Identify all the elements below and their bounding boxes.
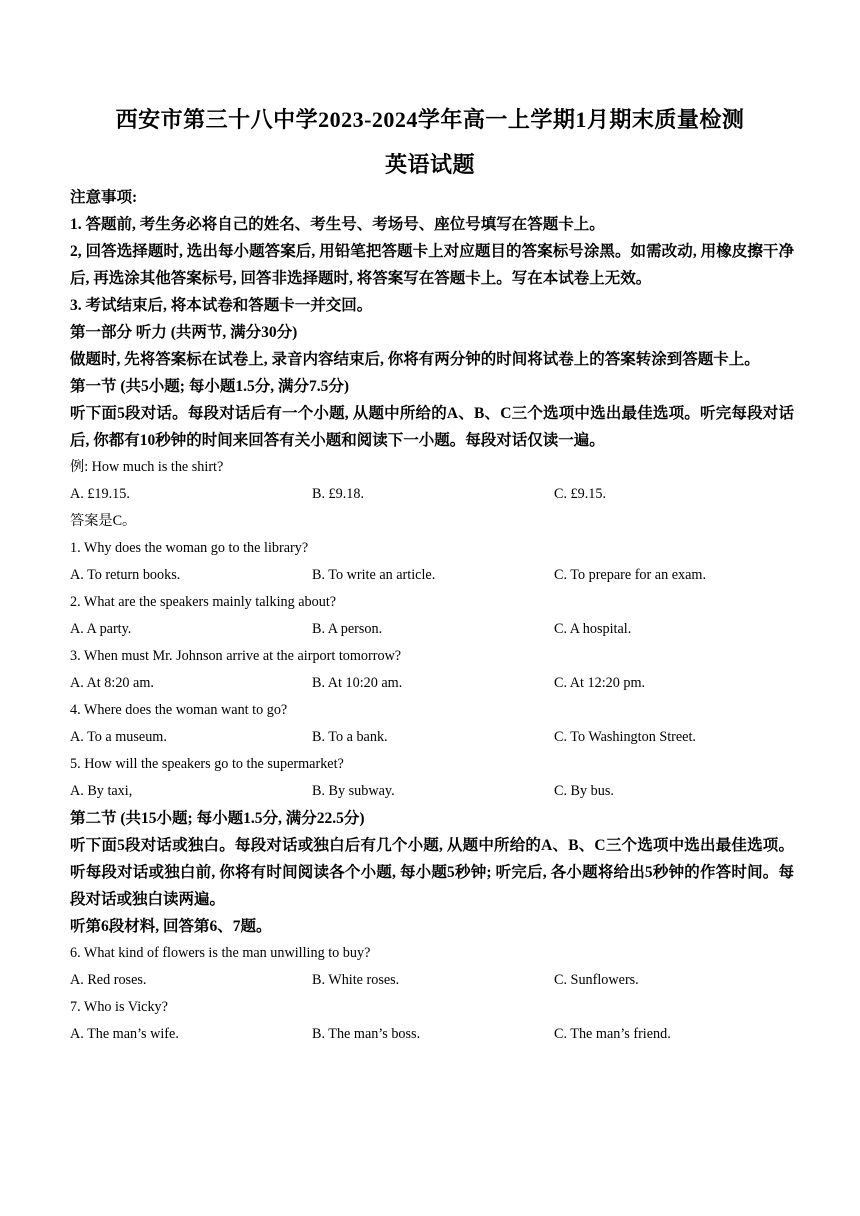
option-b: B. A person. xyxy=(312,621,383,637)
option-c: C. By bus. xyxy=(554,783,614,799)
option-b: B. White roses. xyxy=(312,972,400,988)
part1-intro: 做题时, 先将答案标在试卷上, 录音内容结束后, 你将有两分钟的时间将试卷上的答案转涂到答题卡上。 xyxy=(70,351,760,368)
example-question: 例: How much is the shirt? xyxy=(70,459,224,475)
option-c: C. A hospital. xyxy=(554,621,632,637)
option-b: B. To write an article. xyxy=(312,567,436,583)
question-options xyxy=(70,778,794,805)
option-a: A. By taxi, xyxy=(70,783,133,799)
example-options xyxy=(70,481,794,508)
option-c: C. At 12:20 pm. xyxy=(554,675,646,691)
question: 1. Why does the woman go to the library? xyxy=(70,540,309,556)
question-options xyxy=(70,724,794,751)
part1-heading: 第一部分 听力 (共两节, 满分30分) xyxy=(70,324,298,341)
option-a: A. Red roses. xyxy=(70,972,147,988)
option-b: B. The man’s boss. xyxy=(312,1026,421,1042)
question: 7. Who is Vicky? xyxy=(70,999,168,1015)
example-answer: 答案是C。 xyxy=(70,513,137,529)
option-a: A. A party. xyxy=(70,621,132,637)
option-b: B. To a bank. xyxy=(312,729,388,745)
question: 2. What are the speakers mainly talking about? xyxy=(70,594,337,610)
question: 6. What kind of flowers is the man unwilling to buy? xyxy=(70,945,371,961)
option-b: B. £9.18. xyxy=(312,486,365,502)
option-c: C. To Washington Street. xyxy=(554,729,696,745)
note-item: 1. 答题前, 考生务必将自己的姓名、考生号、考场号、座位号填写在答题卡上。 xyxy=(70,216,605,233)
question: 4. Where does the woman want to go? xyxy=(70,702,288,718)
material6-heading: 听第6段材料, 回答第6、7题。 xyxy=(70,918,272,935)
question: 5. How will the speakers go to the supermarket? xyxy=(70,756,344,772)
option-a: A. To return books. xyxy=(70,567,181,583)
question-options xyxy=(70,616,794,643)
option-c: C. The man’s friend. xyxy=(554,1026,671,1042)
option-c: C. To prepare for an exam. xyxy=(554,567,706,583)
question-options xyxy=(70,562,794,589)
option-c: C. £9.15. xyxy=(554,486,607,502)
section1-intro: 听下面5段对话。每段对话后有一个小题, 从题中所给的A、B、C三个选项中选出最佳选项。听完每段对话后, 你都有10秒钟的时间来回答有关小题和阅读下一小题。每段对话仅读一遍。 xyxy=(70,405,794,449)
section1-heading: 第一节 (共5小题; 每小题1.5分, 满分7.5分) xyxy=(70,378,349,395)
exam-content xyxy=(70,184,794,1048)
question-options xyxy=(70,1021,794,1048)
option-a: A. £19.15. xyxy=(70,486,130,502)
option-a: A. The man’s wife. xyxy=(70,1026,179,1042)
question-options xyxy=(70,967,794,994)
section2-intro: 听下面5段对话或独白。每段对话或独白后有几个小题, 从题中所给的A、B、C三个选项中选出最佳选项。听每段对话或独白前, 你将有时间阅读各个小题, 每小题5秒钟; 听完后, 各小题将给出5秒钟的作答时间。每段对话或独白读两遍。 xyxy=(70,837,794,908)
option-b: B. At 10:20 am. xyxy=(312,675,403,691)
notes-heading: 注意事项: xyxy=(70,189,138,206)
section2-heading: 第二节 (共15小题; 每小题1.5分, 满分22.5分) xyxy=(70,810,365,827)
note-item: 3. 考试结束后, 将本试卷和答题卡一并交回。 xyxy=(70,297,373,314)
option-a: A. To a museum. xyxy=(70,729,167,745)
option-a: A. At 8:20 am. xyxy=(70,675,154,691)
exam-title: 西安市第三十八中学2023-2024学年高一上学期1月期末质量检测 xyxy=(115,107,745,132)
option-c: C. Sunflowers. xyxy=(554,972,639,988)
exam-subtitle: 英语试题 xyxy=(384,152,475,177)
option-b: B. By subway. xyxy=(312,783,395,799)
question-options xyxy=(70,670,794,697)
note-item: 2, 回答选择题时, 选出每小题答案后, 用铅笔把答题卡上对应题目的答案标号涂黑。如需改动, 用橡皮擦干净后, 再选涂其他答案标号, 回答非选择题时, 将答案写在答题卡上。写在本试卷上无效。 xyxy=(70,243,794,287)
question: 3. When must Mr. Johnson arrive at the airport tomorrow? xyxy=(70,648,402,664)
